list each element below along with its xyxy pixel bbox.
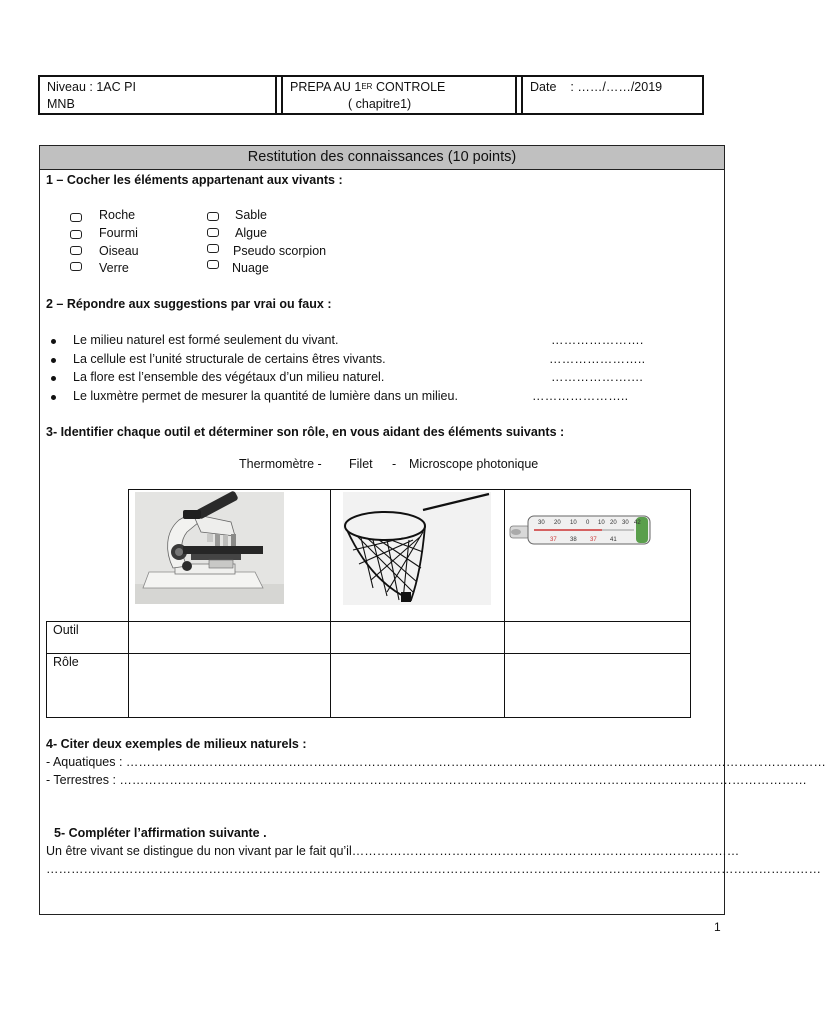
- svg-text:41: 41: [610, 537, 617, 543]
- option-label: Verre: [99, 261, 129, 275]
- microscope-image: [135, 492, 284, 604]
- table-border: [128, 489, 129, 718]
- tool-separator: -: [392, 457, 397, 471]
- q2-title: 2 – Répondre aux suggestions par vrai ou faux :: [46, 297, 332, 311]
- checkbox-pseudo-scorpion[interactable]: [207, 244, 219, 253]
- scale-label: 10: [598, 520, 605, 526]
- aquatiques-line[interactable]: - Aquatiques : ……………………………………………………………………………………………………………………………………………………: [46, 755, 826, 769]
- table-border: [690, 489, 691, 718]
- answer-blank[interactable]: …………………..: [549, 352, 646, 366]
- table-border: [46, 653, 691, 654]
- row-label-role: Rôle: [53, 655, 79, 669]
- q5-sentence[interactable]: Un être vivant se distingue du non vivant par le fait qu’il…………………………………………………………………………………: [46, 844, 740, 858]
- checkbox-verre[interactable]: [70, 262, 82, 271]
- scale-label: 20: [554, 520, 561, 526]
- tool-word: Filet: [349, 457, 373, 471]
- checkbox-roche[interactable]: [70, 213, 82, 222]
- table-border: [330, 489, 331, 718]
- niveau-label: Niveau : 1AC PI: [47, 80, 136, 94]
- option-label: Algue: [235, 226, 267, 240]
- checkbox-sable[interactable]: [207, 212, 219, 221]
- q4-title: 4- Citer deux exemples de milieux naturels :: [46, 737, 307, 751]
- header-date-cell: [521, 77, 702, 113]
- date-value: : ……/……/2019: [570, 80, 663, 94]
- option-label: Pseudo scorpion: [233, 244, 327, 258]
- statement-text: La cellule est l’unité structurale de certains êtres vivants.: [73, 352, 386, 366]
- q5-title: 5- Compléter l’affirmation suivante .: [54, 826, 267, 840]
- checkbox-fourmi[interactable]: [70, 230, 82, 239]
- scale-label: 30: [622, 520, 629, 526]
- header-prepa-cell: [281, 77, 517, 113]
- class-label: MNB: [47, 97, 75, 111]
- scale-label: 10: [570, 520, 577, 526]
- scale-label: 20: [610, 520, 617, 526]
- bullet: [51, 358, 56, 363]
- net-icon: [343, 492, 491, 605]
- table-border: [46, 621, 691, 622]
- scale-label: 30: [538, 520, 545, 526]
- scale-label: 0: [586, 520, 590, 526]
- thermometer-icon: [510, 512, 652, 550]
- checkbox-oiseau[interactable]: [70, 246, 82, 255]
- option-label: Sable: [235, 208, 267, 222]
- svg-text:38: 38: [570, 537, 577, 543]
- table-border: [504, 489, 505, 718]
- checkbox-algue[interactable]: [207, 228, 219, 237]
- answer-blank[interactable]: ……………….…: [551, 370, 644, 384]
- microscope-icon: [135, 492, 284, 604]
- q5-answer-line[interactable]: ……………………………………………………………………………………………………………………………………………………………………: [46, 862, 821, 876]
- statement-text: La flore est l’ensemble des végétaux d’un milieu naturel.: [73, 370, 385, 384]
- header-table: [38, 75, 704, 115]
- table-border: [128, 489, 691, 490]
- option-label: Nuage: [232, 261, 269, 275]
- checkbox-nuage[interactable]: [207, 260, 219, 269]
- section-title: Restitution des connaissances (10 points): [40, 146, 724, 170]
- option-label: Fourmi: [99, 226, 138, 240]
- prepa-title: PREPA AU 1ER CONTROLE: [290, 80, 446, 94]
- chapitre-label: ( chapitre1): [348, 97, 412, 111]
- bullet: [51, 339, 56, 344]
- option-label: Oiseau: [99, 244, 139, 258]
- thermometer-image: [510, 512, 652, 550]
- row-label-outil: Outil: [53, 623, 79, 637]
- scale-label: 42: [634, 520, 641, 526]
- svg-text:37: 37: [590, 537, 597, 543]
- answer-blank[interactable]: …………………..: [532, 389, 629, 403]
- statement-text: Le luxmètre permet de mesurer la quantité de lumière dans un milieu.: [73, 389, 458, 403]
- q3-title: 3- Identifier chaque outil et déterminer son rôle, en vous aidant des éléments suivants :: [46, 425, 565, 439]
- bullet: [51, 395, 56, 400]
- net-image: [343, 492, 491, 605]
- terrestres-line[interactable]: - Terrestres : …………………………………………………………………………………………………………………………………………………: [46, 773, 807, 787]
- tool-word: Thermomètre -: [239, 457, 322, 471]
- option-label: Roche: [99, 208, 136, 222]
- q1-title: 1 – Cocher les éléments appartenant aux vivants :: [46, 173, 343, 187]
- bullet: [51, 376, 56, 381]
- tool-word: Microscope photonique: [409, 457, 539, 471]
- statement-text: Le milieu naturel est formé seulement du vivant.: [73, 333, 339, 347]
- answer-blank[interactable]: ………………….: [551, 333, 644, 347]
- page-number: 1: [714, 920, 721, 934]
- header-niveau-cell: [40, 77, 277, 113]
- date-label: Date: [530, 80, 557, 94]
- table-border: [46, 621, 47, 718]
- table-border: [46, 717, 691, 718]
- svg-text:37: 37: [550, 537, 557, 543]
